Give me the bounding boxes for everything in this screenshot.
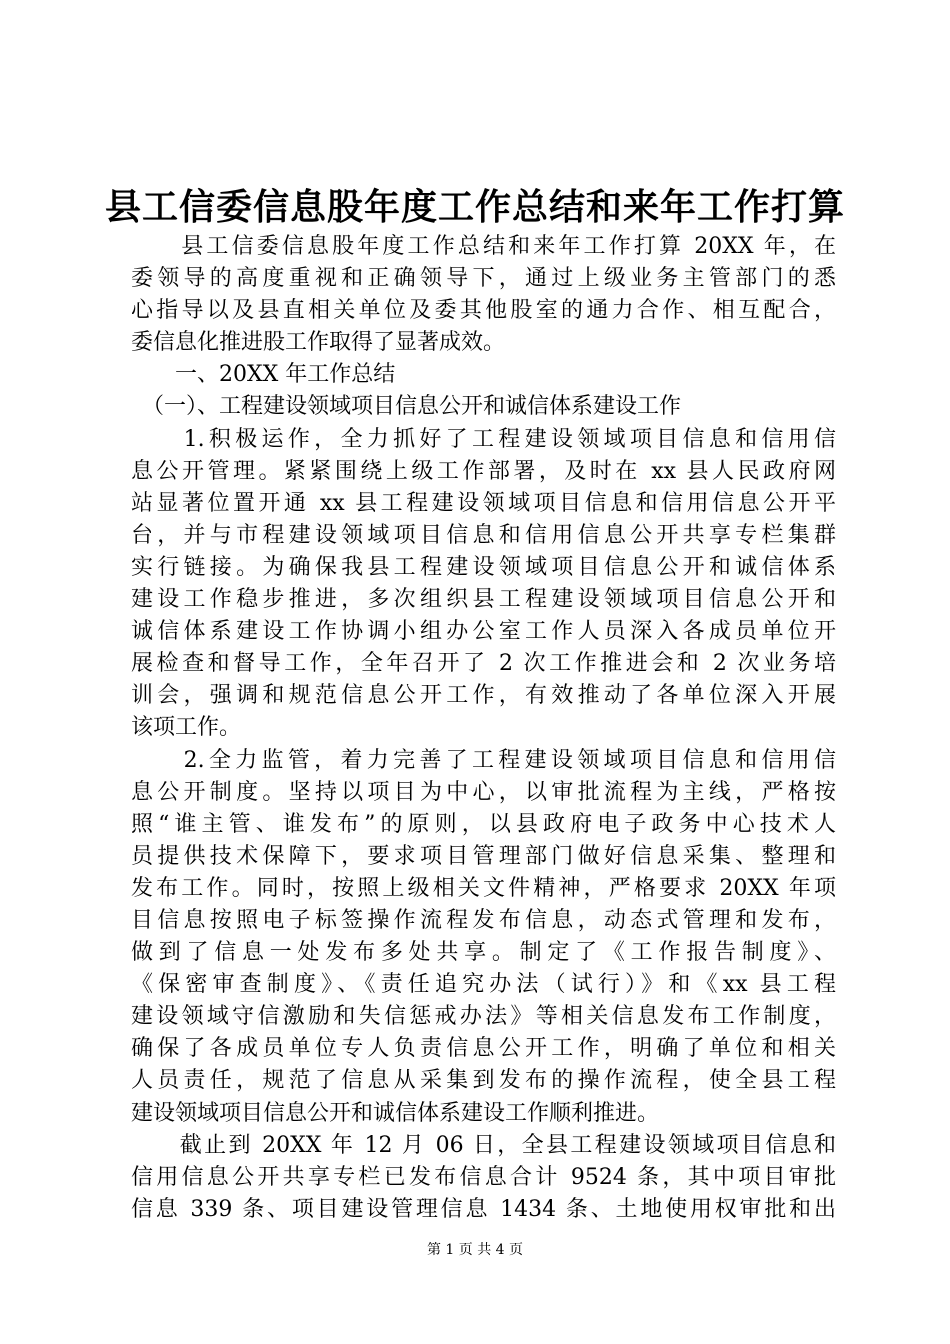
page-footer: 第 1 页 共 4 页	[426, 1242, 524, 1258]
text-line: 建设领域项目信息公开和诚信体系建设工作顺利推进。	[131, 1100, 660, 1126]
text-line: 息公开制度。坚持以项目为中心，以审批流程为主线，严格按	[131, 779, 836, 805]
text-line: 照“谁主管、谁发布”的原则，以县政府电子政务中心技术人	[131, 811, 836, 837]
document-body	[131, 231, 836, 1226]
text-line: 实行链接。为确保我县工程建设领域项目信息公开和诚信体系	[131, 554, 836, 580]
text-line: 员提供技术保障下，要求项目管理部门做好信息采集、整理和	[131, 843, 836, 869]
text-line: 建设领域守信激励和失信惩戒办法》等相关信息发布工作制度，	[131, 1004, 836, 1030]
text-line: 人员责任，规范了信息从采集到发布的操作流程，使全县工程	[131, 1068, 836, 1094]
text-line: 1.积极运作，全力抓好了工程建设领域项目信息和信用信	[131, 426, 836, 452]
document-title: 县工信委信息股年度工作总结和来年工作打算	[104, 186, 845, 228]
text-line: 《保密审查制度》、《责任追究办法（试行）》和《xx 县工程	[131, 972, 836, 998]
text-line: 发布工作。同时，按照上级相关文件精神，严格要求 20XX 年项	[131, 875, 836, 901]
text-line: 该项工作。	[131, 715, 242, 741]
text-line: 做到了信息一处发布多处共享。制定了《工作报告制度》、	[131, 940, 836, 966]
text-line: 站显著位置开通 xx 县工程建设领域项目信息和信用信息公开平	[131, 490, 836, 516]
text-line: 展检查和督导工作，全年召开了 2 次工作推进会和 2 次业务培	[131, 651, 836, 677]
text-line: 目信息按照电子标签操作流程发布信息，动态式管理和发布，	[131, 907, 836, 933]
text-line: 截止到 20XX 年 12 月 06 日，全县工程建设领域项目信息和	[131, 1132, 836, 1158]
text-line: 2.全力监管，着力完善了工程建设领域项目信息和信用信	[131, 747, 836, 773]
text-line: 确保了各成员单位专人负责信息公开工作，明确了单位和相关	[131, 1036, 836, 1062]
text-line: 一、20XX 年工作总结	[131, 362, 396, 388]
text-line: 建设工作稳步推进，多次组织县工程建设领域项目信息公开和	[131, 587, 836, 613]
text-line: 县工信委信息股年度工作总结和来年工作打算 20XX 年，在	[131, 234, 836, 259]
text-line: 委信息化推进股工作取得了显著成效。	[131, 330, 506, 356]
text-line: （一）、工程建设领域项目信息公开和诚信体系建设工作	[131, 394, 682, 420]
text-line: 信息 339 条、项目建设管理信息 1434 条、土地使用权审批和出	[131, 1196, 836, 1222]
text-line: 委领导的高度重视和正确领导下，通过上级业务主管部门的悉	[131, 266, 836, 292]
text-line: 训会，强调和规范信息公开工作，有效推动了各单位深入开展	[131, 683, 836, 709]
text-line: 信用信息公开共享专栏已发布信息合计 9524 条，其中项目审批	[131, 1164, 836, 1190]
text-line: 息公开管理。紧紧围绕上级工作部署，及时在 xx 县人民政府网	[131, 458, 836, 484]
text-line: 心指导以及县直相关单位及委其他股室的通力合作、相互配合，	[131, 298, 836, 324]
text-line: 台，并与市程建设领域项目信息和信用信息公开共享专栏集群	[131, 522, 836, 548]
text-line: 诚信体系建设工作协调小组办公室工作人员深入各成员单位开	[131, 619, 836, 645]
